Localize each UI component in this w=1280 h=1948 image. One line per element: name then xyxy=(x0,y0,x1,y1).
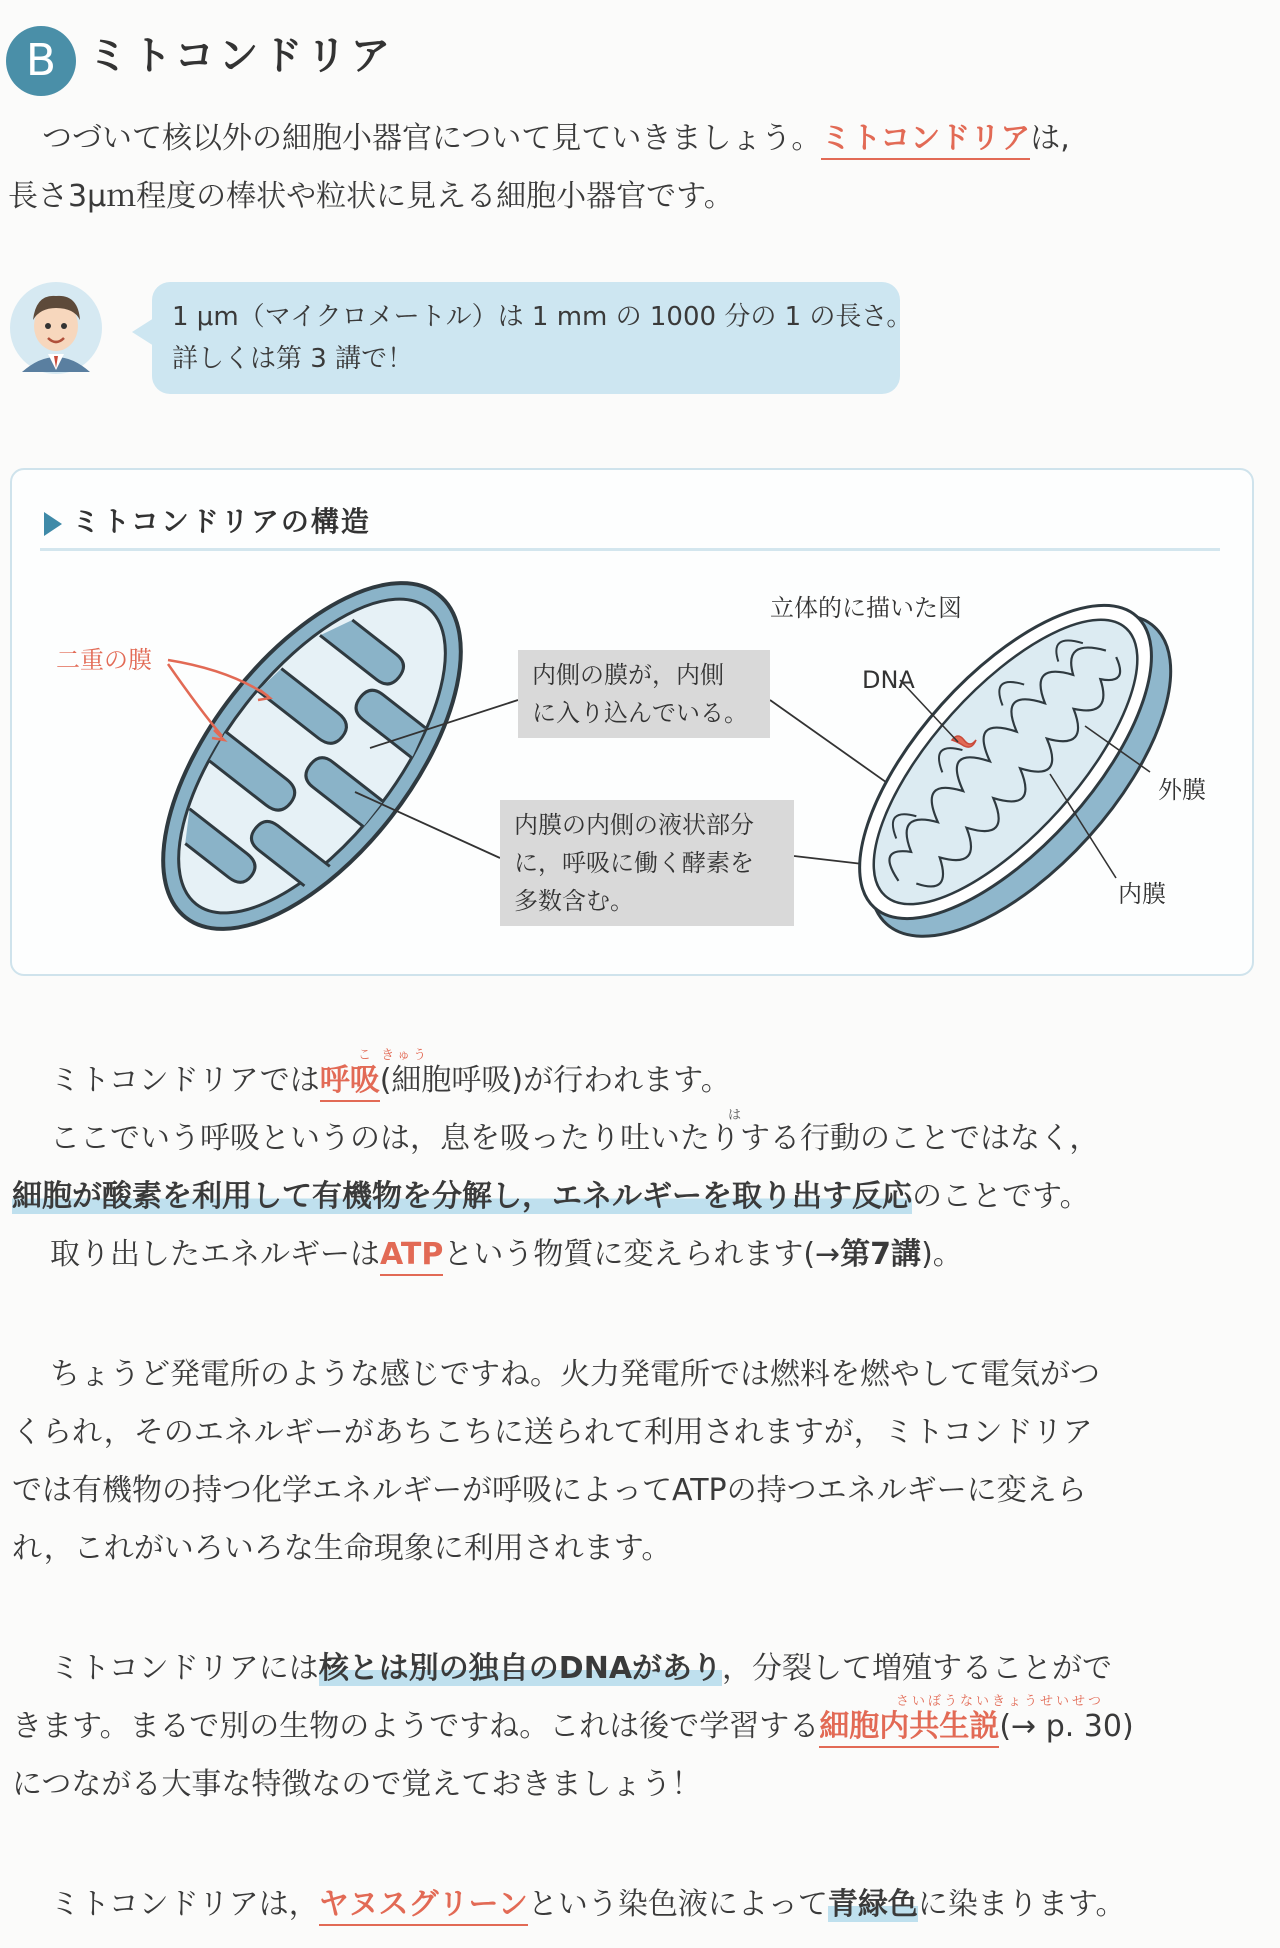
resp-line-3 xyxy=(12,1168,1090,1226)
resp-line-4 xyxy=(50,1226,963,1284)
triangle-bullet-icon xyxy=(44,512,62,536)
label-inner-membrane: 内膜 xyxy=(1118,880,1166,908)
highlight-own-dna: 核とは別の独自のDNAがあり xyxy=(318,1651,723,1686)
dna-line-2 xyxy=(12,1698,1134,1756)
section-title: ミトコンドリア xyxy=(88,33,395,79)
section-badge: B xyxy=(6,26,76,96)
power-line-1: ちょうど発電所のような感じですね。火力発電所では燃料を燃やして電気がつ xyxy=(50,1357,1100,1392)
figure-title-rule xyxy=(40,548,1220,551)
highlight-definition: 細胞が酸素を利用して有機物を分解し，エネルギーを取り出す反応 xyxy=(12,1179,912,1214)
dna-text-1b: ，分裂して増殖することがで xyxy=(722,1651,1113,1686)
ruby-kokyuu: こ きゅう xyxy=(358,1048,430,1063)
power-line-4: れ，これがいろいろな生命現象に利用されます。 xyxy=(12,1531,672,1566)
intro-text: つづいて核以外の細胞小器官について見ていきましょう。 xyxy=(42,121,822,156)
resp-text-2a: ここでいう呼吸というのは，息を吸ったり xyxy=(50,1121,620,1156)
callout-cristae xyxy=(518,650,770,738)
callout-matrix-line-3: 多数含む。 xyxy=(514,887,634,915)
keyword-janus-green: ヤヌスグリーン xyxy=(319,1887,528,1926)
dna-text-2a: きます。まるで別の生物のようですね。これは後で学習する xyxy=(12,1709,820,1744)
power-line-2: くられ，そのエネルギーがあちこちに送られて利用されますが，ミトコンドリア xyxy=(12,1415,1093,1450)
resp-text-1: ミトコンドリアでは xyxy=(50,1063,320,1098)
stain-text-c: に染まります。 xyxy=(917,1887,1126,1922)
figure-title: ミトコンドリアの構造 xyxy=(72,505,371,538)
label-double-membrane: 二重の膜 xyxy=(56,646,152,674)
speech-bubble-tail xyxy=(132,318,154,346)
resp-text-2b: いたりする行動のことではなく， xyxy=(650,1121,1100,1156)
keyword-atp: ATP xyxy=(380,1237,443,1276)
resp-text-2-kanji: 吐 xyxy=(620,1121,650,1156)
power-line-3: では有機物の持つ化学エネルギーが呼吸によってATPの持つエネルギーに変えら xyxy=(12,1473,1087,1508)
intro-line-1 xyxy=(42,110,1070,168)
resp-text-4c: )。 xyxy=(921,1237,963,1272)
ruby-ha: は xyxy=(728,1108,742,1123)
speech-bubble-text xyxy=(172,296,912,380)
bubble-line-1: 1 μm（マイクロメートル）は 1 mm の 1000 分の 1 の長さ。 xyxy=(172,302,913,332)
resp-text-1b: (細胞呼吸)が行われます。 xyxy=(379,1063,731,1098)
intro-line-2: 長さ3μｍ程度の棒状や粒状に見える細胞小器官です。 xyxy=(8,179,734,214)
keyword-endosymbiotic-theory: 細胞内共生説 xyxy=(819,1709,999,1748)
bubble-line-2: 詳しくは第 3 講で！ xyxy=(172,344,414,374)
keyword-respiration: 呼吸 xyxy=(320,1063,380,1102)
callout-cristae-line-2: に入り込んでいる。 xyxy=(532,699,748,727)
teacher-avatar xyxy=(8,280,104,376)
dna-line-3: につながる大事な特徴なので覚えておきましょう！ xyxy=(12,1767,702,1802)
callout-matrix-line-2: に，呼吸に働く酵素を xyxy=(514,849,754,877)
callout-cristae-line-1: 内側の膜が，内側 xyxy=(532,661,724,689)
mitochondria-cross-section xyxy=(107,560,517,960)
stain-text-a: ミトコンドリアは， xyxy=(50,1887,319,1922)
callout-matrix xyxy=(500,800,794,926)
ruby-endosymbiosis: さいぼうないきょうせいせつ xyxy=(896,1694,1105,1709)
dna-text-1a: ミトコンドリアには xyxy=(50,1651,319,1686)
label-outer-membrane: 外膜 xyxy=(1158,776,1206,804)
callout-matrix-line-1: 内膜の内側の液状部分 xyxy=(514,811,754,839)
resp-line-1 xyxy=(50,1052,731,1110)
label-dna: DNA xyxy=(862,666,915,694)
stain-line xyxy=(50,1876,1126,1934)
resp-text-4b: という物質に変えられます(→ xyxy=(443,1237,841,1272)
resp-text-4a: 取り出したエネルギーは xyxy=(50,1237,380,1272)
label-3d-caption: 立体的に描いた図 xyxy=(770,594,962,622)
keyword-mitochondria: ミトコンドリア xyxy=(821,121,1030,160)
dna-text-2b: (→ p. 30) xyxy=(999,1709,1134,1744)
resp-line-2 xyxy=(50,1110,1099,1168)
ref-lecture-7: 第7講 xyxy=(840,1237,922,1272)
highlight-blue-green: 青緑色 xyxy=(827,1887,918,1922)
resp-text-3b: のことです。 xyxy=(912,1179,1090,1214)
intro-text-end: は, xyxy=(1030,121,1070,156)
stain-text-b: という染色液によって xyxy=(527,1887,828,1922)
